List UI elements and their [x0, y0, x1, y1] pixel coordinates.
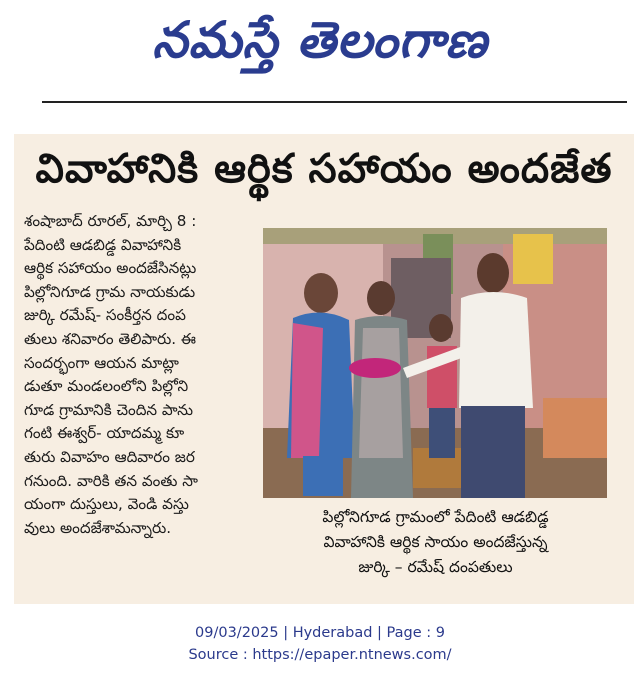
body-line: తులు శనివారం తెలిపారు. ఈ: [24, 329, 197, 348]
photo-caption: [264, 505, 607, 580]
source-footer: [0, 622, 640, 666]
photo-illustration: [263, 228, 607, 498]
body-line: గనుంది. వారికి తన వంతు సా: [24, 471, 198, 490]
caption-line: జుర్కి – రమేష్ దంపతులు: [358, 558, 513, 576]
caption-line: వివాహానికి ఆర్థిక సాయం అందజేస్తున్న: [323, 533, 548, 551]
body-line: వులు అందజేశామన్నారు.: [24, 518, 172, 537]
article-photo: [263, 228, 607, 498]
body-line: శంషాబాద్ రూరల్, మార్చి 8 :: [24, 212, 197, 230]
masthead: [0, 0, 640, 96]
source-link[interactable]: Source : https://epaper.ntnews.com/: [188, 647, 452, 663]
body-line: గంటి ఈశ్వర్- యాదమ్మ కూ: [24, 424, 185, 443]
article-headline: వివాహానికి ఆర్థిక సహాయం అందజేత: [35, 146, 613, 192]
edition-info: 09/03/2025 | Hyderabad | Page : 9: [195, 625, 445, 641]
article-body: [24, 210, 260, 540]
body-line: యంగా దుస్తులు, వెండి వస్తు: [24, 495, 189, 514]
caption-line: పిల్లోనిగూడ గ్రామంలో పేదింటి ఆడబిడ్డ: [322, 508, 549, 526]
body-line: జుర్కి రమేష్- సంకీర్తన దంప: [24, 306, 186, 325]
newspaper-logo: నమస్తే తెలంగాణ: [152, 10, 488, 69]
body-line: పిల్లోనిగూడ గ్రామ నాయకుడు: [24, 282, 196, 301]
body-line: తురు వివాహం ఆదివారం జర: [24, 447, 195, 466]
body-line: సందర్భంగా ఆయన మాట్లా: [24, 353, 179, 372]
body-line: ఆర్థిక సహాయం అందజేసినట్లు: [24, 259, 197, 278]
body-line: గూడ గ్రామానికి చెందిన పాను: [24, 400, 194, 419]
body-line: డుతూ మండలంలోని పిల్లోని: [24, 377, 189, 396]
masthead-rule: [42, 101, 627, 103]
body-line: పేదింటి ఆడబిడ్డ వివాహానికి: [24, 235, 182, 254]
